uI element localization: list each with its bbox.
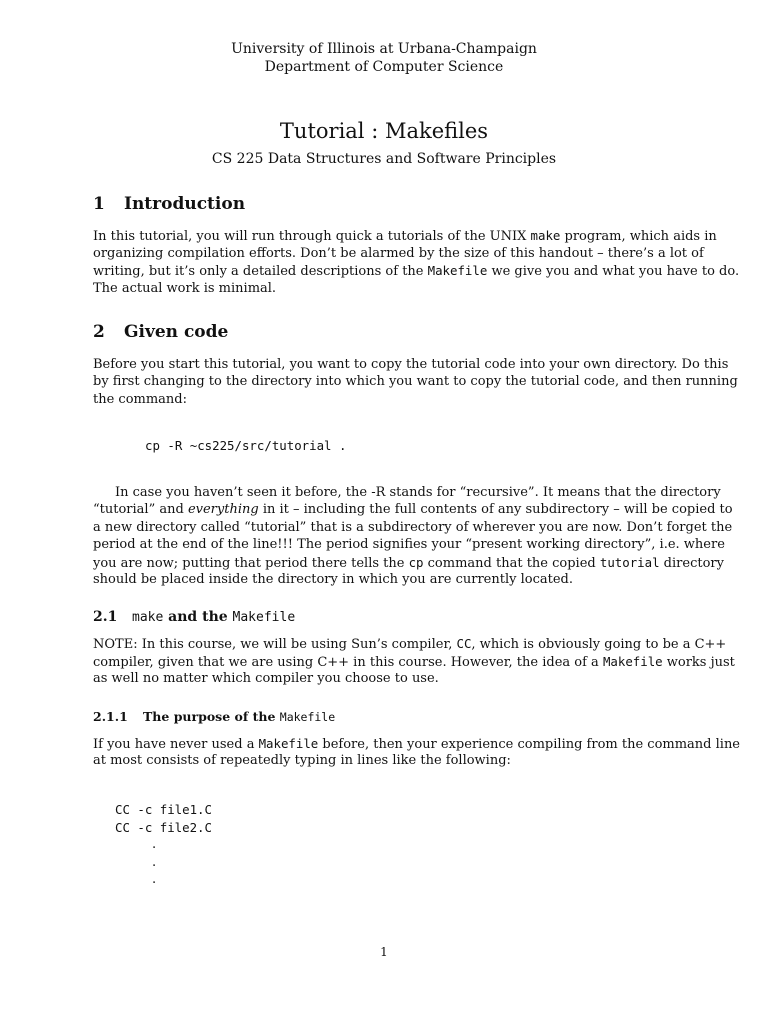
- page-number: 1: [380, 945, 388, 959]
- section-heading-introduction: [93, 193, 245, 215]
- given-code-line-2: by first changing to the directory into which you want to copy the tutorial code, and then running: [93, 374, 738, 389]
- intro-line-2: organizing compilation efforts. Don’t be alarmed by the size of this handout – there’s a lot of: [93, 246, 704, 261]
- university-name: University of Illinois at Urbana-Champaign: [231, 41, 537, 57]
- section-number: 2: [93, 322, 105, 342]
- recursive-line-5: you are now; putting that period there tells the cp command that the copied tutorial directory: [93, 555, 724, 571]
- section-title: Introduction: [124, 194, 246, 214]
- subsection-heading-make-and-makefile: [93, 608, 295, 627]
- recursive-line-6: should be placed inside the directory in which you are currently located.: [93, 572, 573, 587]
- recursive-line-1: In case you haven’t seen it before, the -R stands for “recursive”. It means that the directory: [115, 485, 721, 500]
- inline-code: Makefile: [427, 263, 488, 278]
- note-line-2: compiler, given that we are using C++ in this course. However, the idea of a Makefile works just: [93, 654, 735, 670]
- heading-text: and the: [163, 609, 233, 625]
- subsubsection-number: 2.1.1: [93, 709, 128, 724]
- document-title: Tutorial : Makefiles: [279, 119, 489, 143]
- intro-line-4: The actual work is minimal.: [93, 281, 277, 296]
- ellipsis-dot: .: [152, 872, 157, 887]
- inline-code: Makefile: [602, 654, 663, 669]
- purpose-line-1: If you have never used a Makefile before, then your experience compiling from the command line: [93, 736, 741, 752]
- heading-text: The purpose of the: [143, 709, 280, 724]
- compile-command-1: CC -c file1.C: [115, 802, 212, 817]
- section-heading-given-code: [93, 321, 228, 343]
- given-code-line-3: the command:: [93, 392, 188, 407]
- inline-code: cp: [408, 555, 424, 570]
- ellipsis-dot: .: [152, 837, 157, 852]
- document-subtitle: CS 225 Data Structures and Software Principles: [211, 151, 557, 167]
- intro-line-1: In this tutorial, you will run through quick a tutorials of the UNIX make program, which aids in: [93, 228, 717, 244]
- inline-code: CC: [456, 636, 472, 651]
- note-line-1: NOTE: In this course, we will be using Sun’s compiler, CC, which is obviously going to be a C++: [93, 636, 727, 652]
- recursive-line-4: period at the end of the line!!! The period signifies your “present working directory”, i.e. where: [93, 537, 725, 552]
- subsubsection-heading-purpose: [93, 709, 335, 725]
- intro-line-3: writing, but it’s only a detailed descriptions of the Makefile we give you and what you have to do.: [93, 263, 740, 279]
- heading-code: make: [132, 610, 164, 625]
- copy-command-code: cp -R ~cs225/src/tutorial .: [145, 438, 347, 453]
- section-title: Given code: [124, 322, 229, 342]
- emphasis-text: everything: [187, 502, 259, 517]
- department-name: Department of Computer Science: [264, 59, 504, 75]
- purpose-line-2: at most consists of repeatedly typing in lines like the following:: [93, 753, 511, 768]
- recursive-line-3: a new directory called “tutorial” that is a subdirectory of wherever you are now. Don’t forget the: [93, 520, 733, 535]
- inline-code: tutorial: [599, 555, 660, 570]
- recursive-line-2: “tutorial” and everything in it – including the full contents of any subdirectory – will be copied to: [93, 502, 733, 517]
- given-code-line-1: Before you start this tutorial, you want to copy the tutorial code into your own directory. Do this: [93, 357, 729, 372]
- compile-command-2: CC -c file2.C: [115, 820, 212, 835]
- heading-code: Makefile: [279, 710, 336, 724]
- inline-code: make: [530, 228, 561, 243]
- note-line-3: as well no matter which compiler you choose to use.: [93, 671, 439, 686]
- inline-code: Makefile: [258, 736, 319, 751]
- heading-code: Makefile: [232, 610, 296, 625]
- subsection-number: 2.1: [93, 609, 118, 625]
- section-number: 1: [93, 194, 105, 214]
- ellipsis-dot: .: [152, 855, 157, 870]
